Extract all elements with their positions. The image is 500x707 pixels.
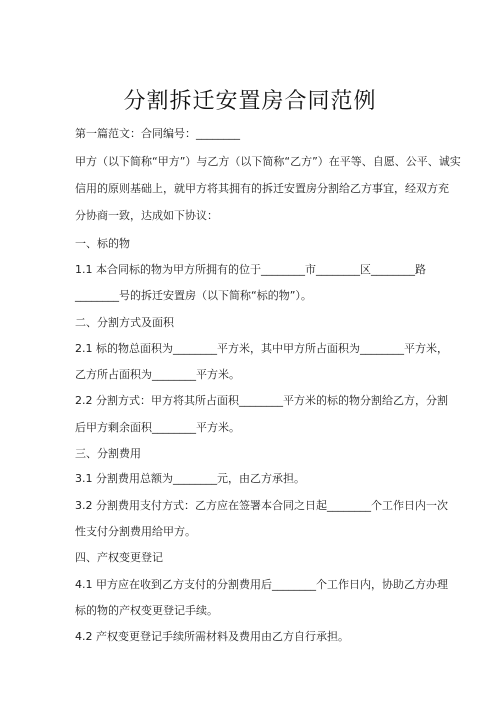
clause-4-1-line-1: 4.1 甲方应在收到乙方支付的分割费用后________个工作日内，协助乙方办理 — [75, 578, 448, 591]
clause-3-1: 3.1 分割费用总额为________元，由乙方承担。 — [75, 472, 305, 485]
clause-1-1-line-2: ________号的拆迁安置房（以下简称“标的物”）。 — [75, 289, 312, 302]
clause-2-1-line-2: 乙方所占面积为________平方米。 — [75, 368, 240, 381]
section-heading-1: 一、标的物 — [75, 237, 130, 250]
clause-2-1-line-1: 2.1 标的物总面积为________平方米，其中甲方所占面积为________平方米， — [75, 342, 448, 355]
section-heading-4: 四、产权变更登记 — [75, 551, 163, 564]
preamble-line-3: 分协商一致，达成如下协议： — [75, 209, 218, 222]
clause-4-1-line-2: 标的物的产权变更登记手续。 — [75, 604, 218, 617]
clause-2-2-line-2: 后甲方剩余面积________平方米。 — [75, 421, 240, 434]
section-heading-3: 三、分割费用 — [75, 447, 141, 460]
preamble-line-1: 甲方（以下简称“甲方”）与乙方（以下简称“乙方”）在平等、自愿、公平、诚实 — [75, 155, 461, 168]
clause-4-2: 4.2 产权变更登记手续所需材料及费用由乙方自行承担。 — [75, 630, 349, 643]
clause-2-2-line-1: 2.2 分割方式：甲方将其所占面积________平方米的标的物分割给乙方，分割 — [75, 394, 448, 407]
section-heading-2: 二、分割方式及面积 — [75, 316, 174, 329]
preamble-line-2: 信用的原则基础上，就甲方将其拥有的拆迁安置房分割给乙方事宜，经双方充 — [75, 182, 449, 195]
clause-3-2-line-1: 3.2 分割费用支付方式：乙方应在签署本合同之日起________个工作日内一次 — [75, 499, 448, 512]
document-title: 分割拆迁安置房合同范例 — [123, 89, 377, 114]
clause-1-1-line-1: 1.1 本合同标的物为甲方所拥有的位于________市________区________路 — [75, 263, 426, 276]
contract-number-line: 第一篇范文：合同编号：________ — [75, 127, 240, 140]
clause-3-2-line-2: 性支付分割费用给甲方。 — [75, 525, 196, 538]
